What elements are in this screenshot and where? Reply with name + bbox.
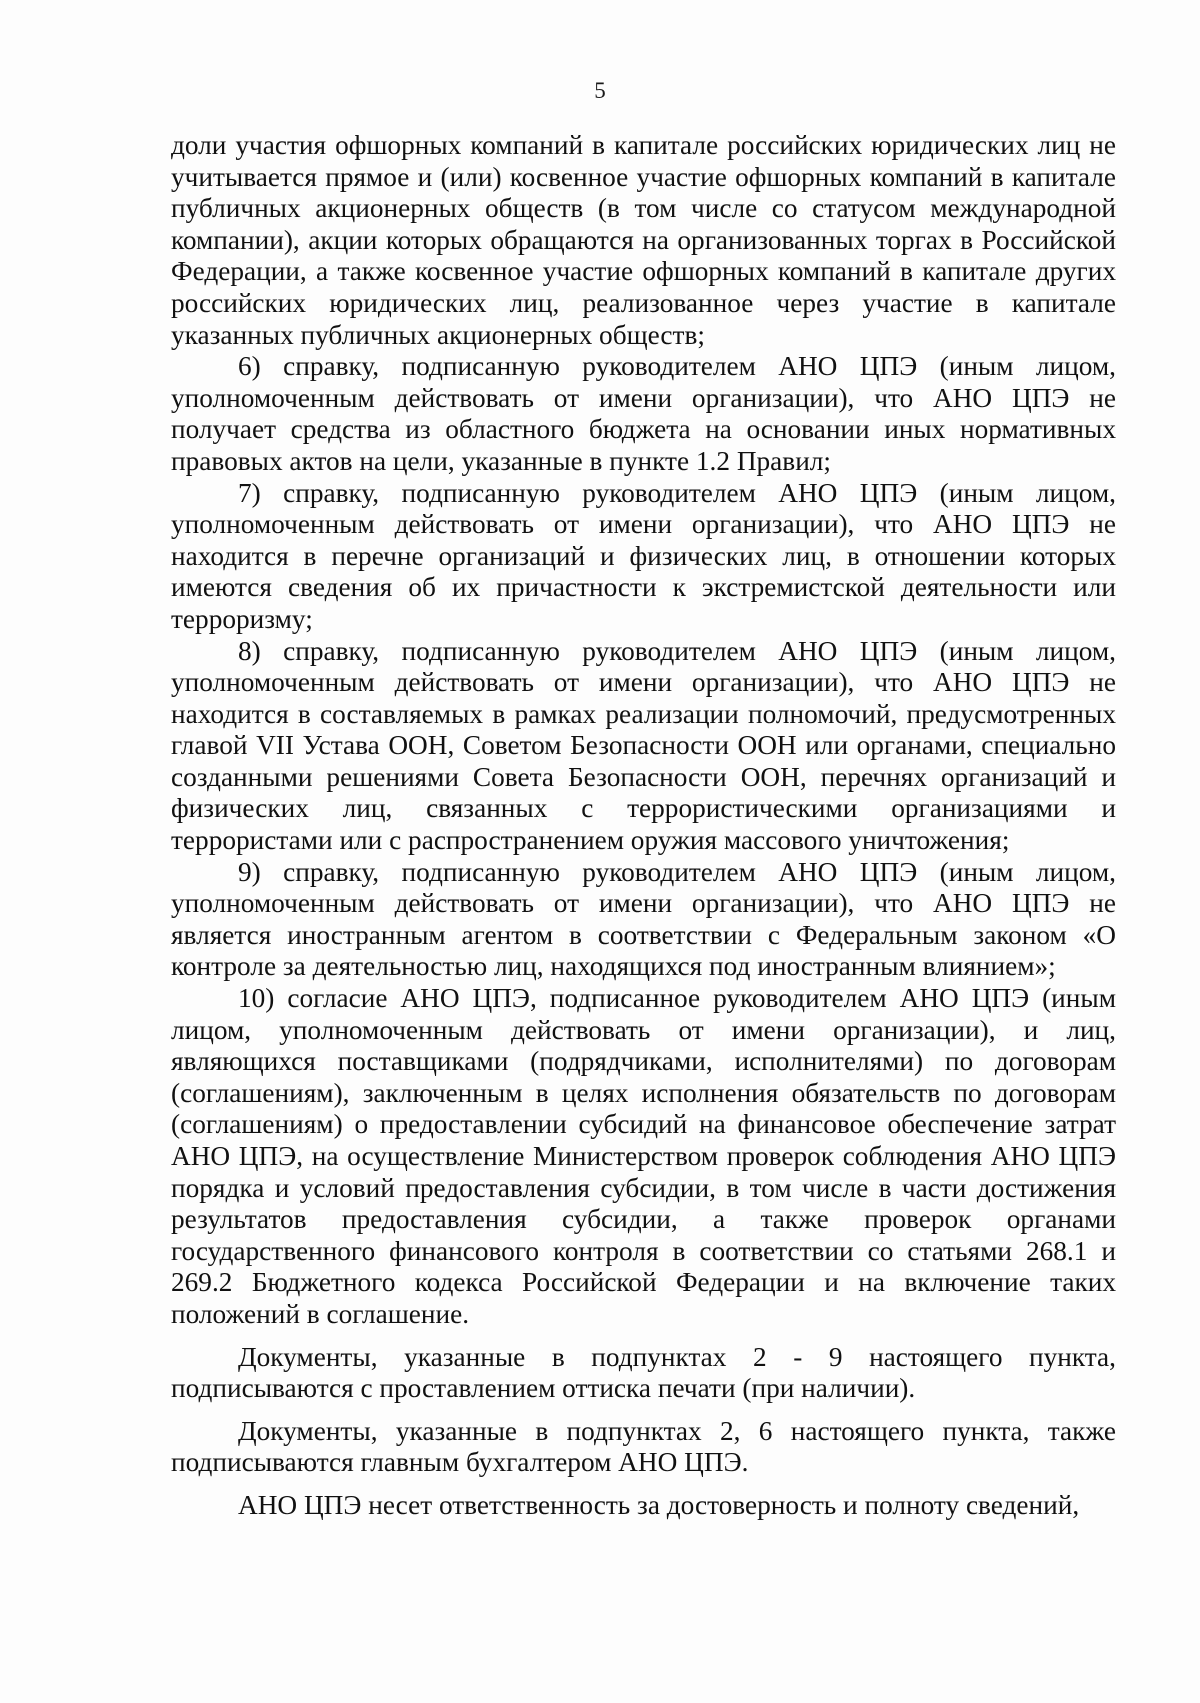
paragraph-item-7: 7) справку, подписанную руководителем АНО ЦПЭ (иным лицом, уполномоченным действовать от имени организации), что АНО ЦПЭ не находится в перечне организаций и физических лиц, в отношении которых имеются сведения об их причастности к экстремистской деятельности или терроризму; <box>171 477 1116 634</box>
page-number: 5 <box>594 78 606 103</box>
paragraph-responsibility: АНО ЦПЭ несет ответственность за достоверность и полноту сведений, <box>238 1489 1080 1520</box>
paragraph-item-10: 10) согласие АНО ЦПЭ, подписанное руководителем АНО ЦПЭ (иным лицом, уполномоченным действовать от имени организации), и лиц, являющихся поставщиками (подрядчиками, исполнителями) по договорам (соглашениям), заключенным в целях исполнения обязательств по договорам (соглашениям) о предоставлении субсидий на финансовое обеспечение затрат АНО ЦПЭ, на осуществление Министерством проверок соблюдения АНО ЦПЭ порядка и условий предоставления субсидии, в том числе в части достижения результатов предоставления субсидии, а также проверок органами государственного финансового контроля в соответствии со статьями 268.1 и 269.2 Бюджетного кодекса Российской Федерации и на включение таких положений в соглашение. <box>171 983 1116 1329</box>
paragraph-offshore-participation: доли участия офшорных компаний в капитале российских юридических лиц не учитывается прямое и (или) косвенное участие офшорных компаний в капитале публичных акционерных обществ (в том числе со статусом международной компании), акции которых обращаются на организованных торгах в Российской Федерации, а также косвенное участие офшорных компаний в капитале других российских юридических лиц, реализованное через участие в капитале указанных публичных акционерных обществ; <box>171 130 1116 350</box>
paragraph-documents-accountant: Документы, указанные в подпунктах 2, 6 настоящего пункта, также подписываются главным бухгалтером АНО ЦПЭ. <box>171 1415 1116 1478</box>
document-body <box>171 130 1116 1522</box>
paragraph-item-9: 9) справку, подписанную руководителем АНО ЦПЭ (иным лицом, уполномоченным действовать от имени организации), что АНО ЦПЭ не является иностранным агентом в соответствии с Федеральным законом «О контроле за деятельностью лиц, находящихся под иностранным влиянием»; <box>171 856 1116 982</box>
paragraph-item-8: 8) справку, подписанную руководителем АНО ЦПЭ (иным лицом, уполномоченным действовать от имени организации), что АНО ЦПЭ не находится в составляемых в рамках реализации полномочий, предусмотренных главой VII Устава ООН, Советом Безопасности ООН или органами, специально созданными решениями Совета Безопасности ООН, перечнях организаций и физических лиц, связанных с террористическими организациями и террористами или с распространением оружия массового уничтожения; <box>171 635 1116 856</box>
paragraph-item-6: 6) справку, подписанную руководителем АНО ЦПЭ (иным лицом, уполномоченным действовать от имени организации), что АНО ЦПЭ не получает средства из областного бюджета на основании иных нормативных правовых актов на цели, указанные в пункте 1.2 Правил; <box>171 351 1116 476</box>
paragraph-documents-seal: Документы, указанные в подпунктах 2 - 9 настоящего пункта, подписываются с проставлением оттиска печати (при наличии). <box>171 1341 1116 1404</box>
